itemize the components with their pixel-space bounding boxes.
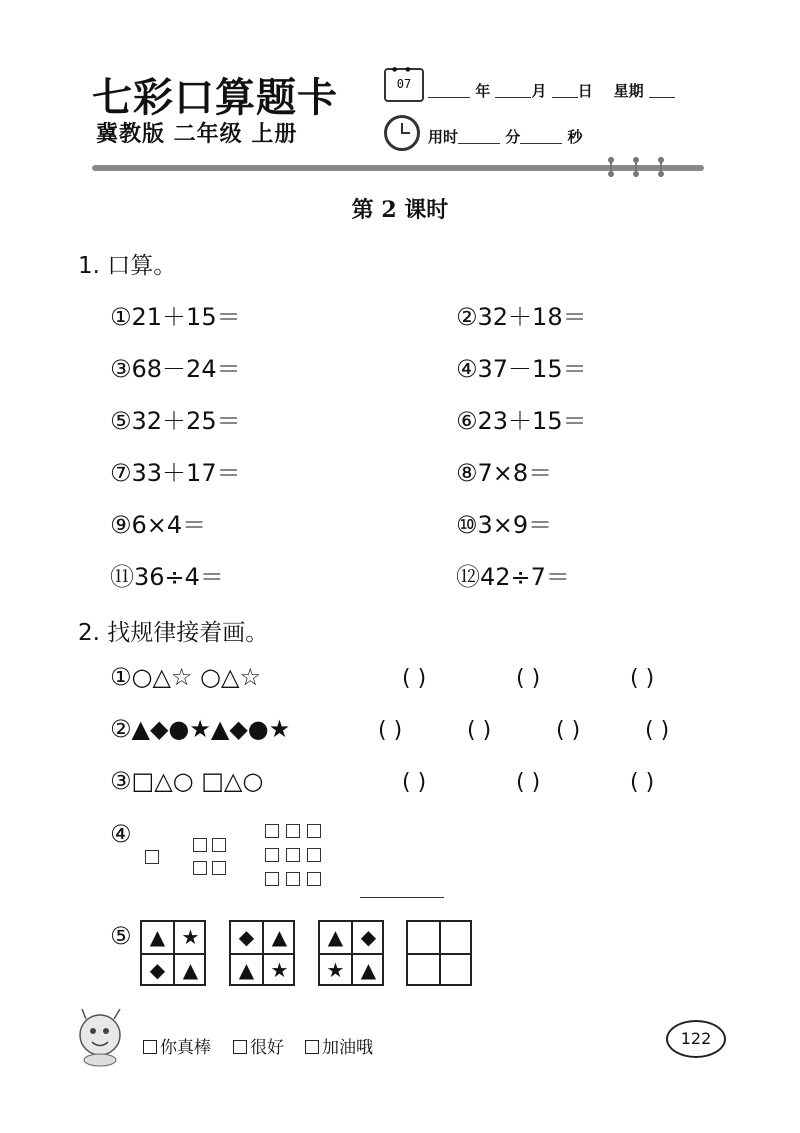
header-divider xyxy=(92,165,704,171)
square-shape xyxy=(145,850,159,864)
pattern-row-2 xyxy=(110,715,290,743)
checkbox-icon[interactable] xyxy=(143,1040,157,1054)
rating-label: 你真棒 xyxy=(160,1038,211,1058)
square-shape xyxy=(286,848,300,862)
grid-cell: ▲ xyxy=(327,925,344,949)
square-shape xyxy=(286,824,300,838)
calendar-number: 07 xyxy=(396,77,412,91)
answer-blank[interactable]: ( ) xyxy=(645,718,670,743)
pattern-grid-2 xyxy=(229,920,295,986)
problem-4: ④37－15＝ xyxy=(456,355,587,383)
rating-option-great[interactable] xyxy=(143,1033,211,1058)
grid-cell[interactable] xyxy=(441,955,472,986)
square-shape xyxy=(307,824,321,838)
grid-cell: ▲ xyxy=(149,925,166,949)
answer-blank[interactable]: ( ) xyxy=(516,666,541,691)
section2-title: 2. 找规律接着画。 xyxy=(78,620,269,646)
time-used-label: 用时 xyxy=(428,128,459,146)
answer-blank[interactable]: ( ) xyxy=(402,770,427,795)
pattern-row-1 xyxy=(110,663,261,691)
pattern-shapes: ○△☆ ○△☆ xyxy=(131,663,261,691)
grid-cell: ▲ xyxy=(238,958,255,982)
binder-pin-icon xyxy=(610,157,612,177)
seconds-blank[interactable] xyxy=(520,129,562,144)
rating-label: 加油哦 xyxy=(322,1038,373,1058)
grid-cell: ★ xyxy=(181,925,200,949)
checkbox-icon[interactable] xyxy=(305,1040,319,1054)
grid-cell[interactable] xyxy=(408,955,439,986)
minutes-blank[interactable] xyxy=(458,129,500,144)
time-fields xyxy=(428,126,583,147)
weekday-label: 星期 xyxy=(613,82,644,100)
answer-blank[interactable]: ( ) xyxy=(630,666,655,691)
grid-cell: ◆ xyxy=(238,925,255,949)
row-marker: ⑤ xyxy=(110,922,132,950)
row-marker: ① xyxy=(110,663,132,691)
grid-cell[interactable] xyxy=(441,922,472,953)
pattern-shapes: □△○ □△○ xyxy=(131,767,264,795)
problem-5: ⑤32＋25＝ xyxy=(110,407,241,435)
row-marker: ③ xyxy=(110,767,132,795)
page-number: 122 xyxy=(666,1020,726,1058)
month-blank[interactable] xyxy=(495,83,531,98)
clock-icon xyxy=(384,115,420,151)
checkbox-icon[interactable] xyxy=(233,1040,247,1054)
lesson-title: 第 2 课时 xyxy=(351,197,449,223)
grid-cell: ▲ xyxy=(182,958,199,982)
weekday-blank[interactable] xyxy=(649,83,675,98)
edition-subtitle: 冀教版 二年级 上册 xyxy=(96,122,298,147)
answer-grid[interactable] xyxy=(406,920,472,986)
square-shape xyxy=(265,848,279,862)
seconds-label: 秒 xyxy=(567,128,583,146)
pattern-grid-1 xyxy=(140,920,206,986)
problem-11: ⑪36÷4＝ xyxy=(110,563,224,591)
grid-cell: ★ xyxy=(326,958,345,982)
section1-title: 1. 口算。 xyxy=(78,253,177,279)
pattern-grid-3 xyxy=(318,920,384,986)
mascot-icon xyxy=(72,1005,132,1067)
year-label: 年 xyxy=(475,82,491,100)
day-label: 日 xyxy=(577,82,593,100)
grid-cell: ◆ xyxy=(149,958,166,982)
answer-blank[interactable]: ( ) xyxy=(516,770,541,795)
square-shape xyxy=(307,848,321,862)
row-marker: ② xyxy=(110,715,132,743)
problem-10: ⑩3×9＝ xyxy=(456,511,553,539)
grid-cell: ▲ xyxy=(360,958,377,982)
pattern-shapes: ▲◆●★▲◆●★ xyxy=(131,715,291,743)
answer-line[interactable] xyxy=(360,897,444,898)
square-shape xyxy=(193,838,207,852)
square-shape xyxy=(212,861,226,875)
square-shape xyxy=(265,824,279,838)
problem-8: ⑧7×8＝ xyxy=(456,459,553,487)
brand-title: 七彩口算题卡 xyxy=(92,75,338,121)
square-shape xyxy=(212,838,226,852)
rating-option-keep-going[interactable] xyxy=(305,1033,373,1058)
problem-3: ③68－24＝ xyxy=(110,355,241,383)
problem-12: ⑫42÷7＝ xyxy=(456,563,570,591)
pattern-row-3 xyxy=(110,767,263,795)
year-blank[interactable] xyxy=(428,83,470,98)
square-shape xyxy=(265,872,279,886)
binder-pin-icon xyxy=(660,157,662,177)
grid-cell[interactable] xyxy=(408,922,439,953)
grid-cell: ▲ xyxy=(271,925,288,949)
binder-pin-icon xyxy=(635,157,637,177)
row-marker: ④ xyxy=(110,820,132,848)
answer-blank[interactable]: ( ) xyxy=(467,718,492,743)
answer-blank[interactable]: ( ) xyxy=(402,666,427,691)
square-shape xyxy=(286,872,300,886)
rating-option-good[interactable] xyxy=(233,1033,284,1058)
problem-2: ②32＋18＝ xyxy=(456,303,587,331)
grid-cell: ◆ xyxy=(360,925,377,949)
problem-7: ⑦33＋17＝ xyxy=(110,459,241,487)
month-label: 月 xyxy=(531,82,547,100)
rating-label: 很好 xyxy=(250,1038,284,1058)
square-shape xyxy=(193,861,207,875)
grid-cell: ★ xyxy=(270,958,289,982)
answer-blank[interactable]: ( ) xyxy=(630,770,655,795)
date-fields xyxy=(428,80,675,101)
problem-6: ⑥23＋15＝ xyxy=(456,407,587,435)
answer-blank[interactable]: ( ) xyxy=(378,718,403,743)
problem-1: ①21＋15＝ xyxy=(110,303,241,331)
problem-9: ⑨6×4＝ xyxy=(110,511,207,539)
square-shape xyxy=(307,872,321,886)
answer-blank[interactable]: ( ) xyxy=(556,718,581,743)
calendar-icon: ●● 07 xyxy=(384,68,424,102)
minutes-label: 分 xyxy=(505,128,521,146)
day-blank[interactable] xyxy=(552,83,578,98)
